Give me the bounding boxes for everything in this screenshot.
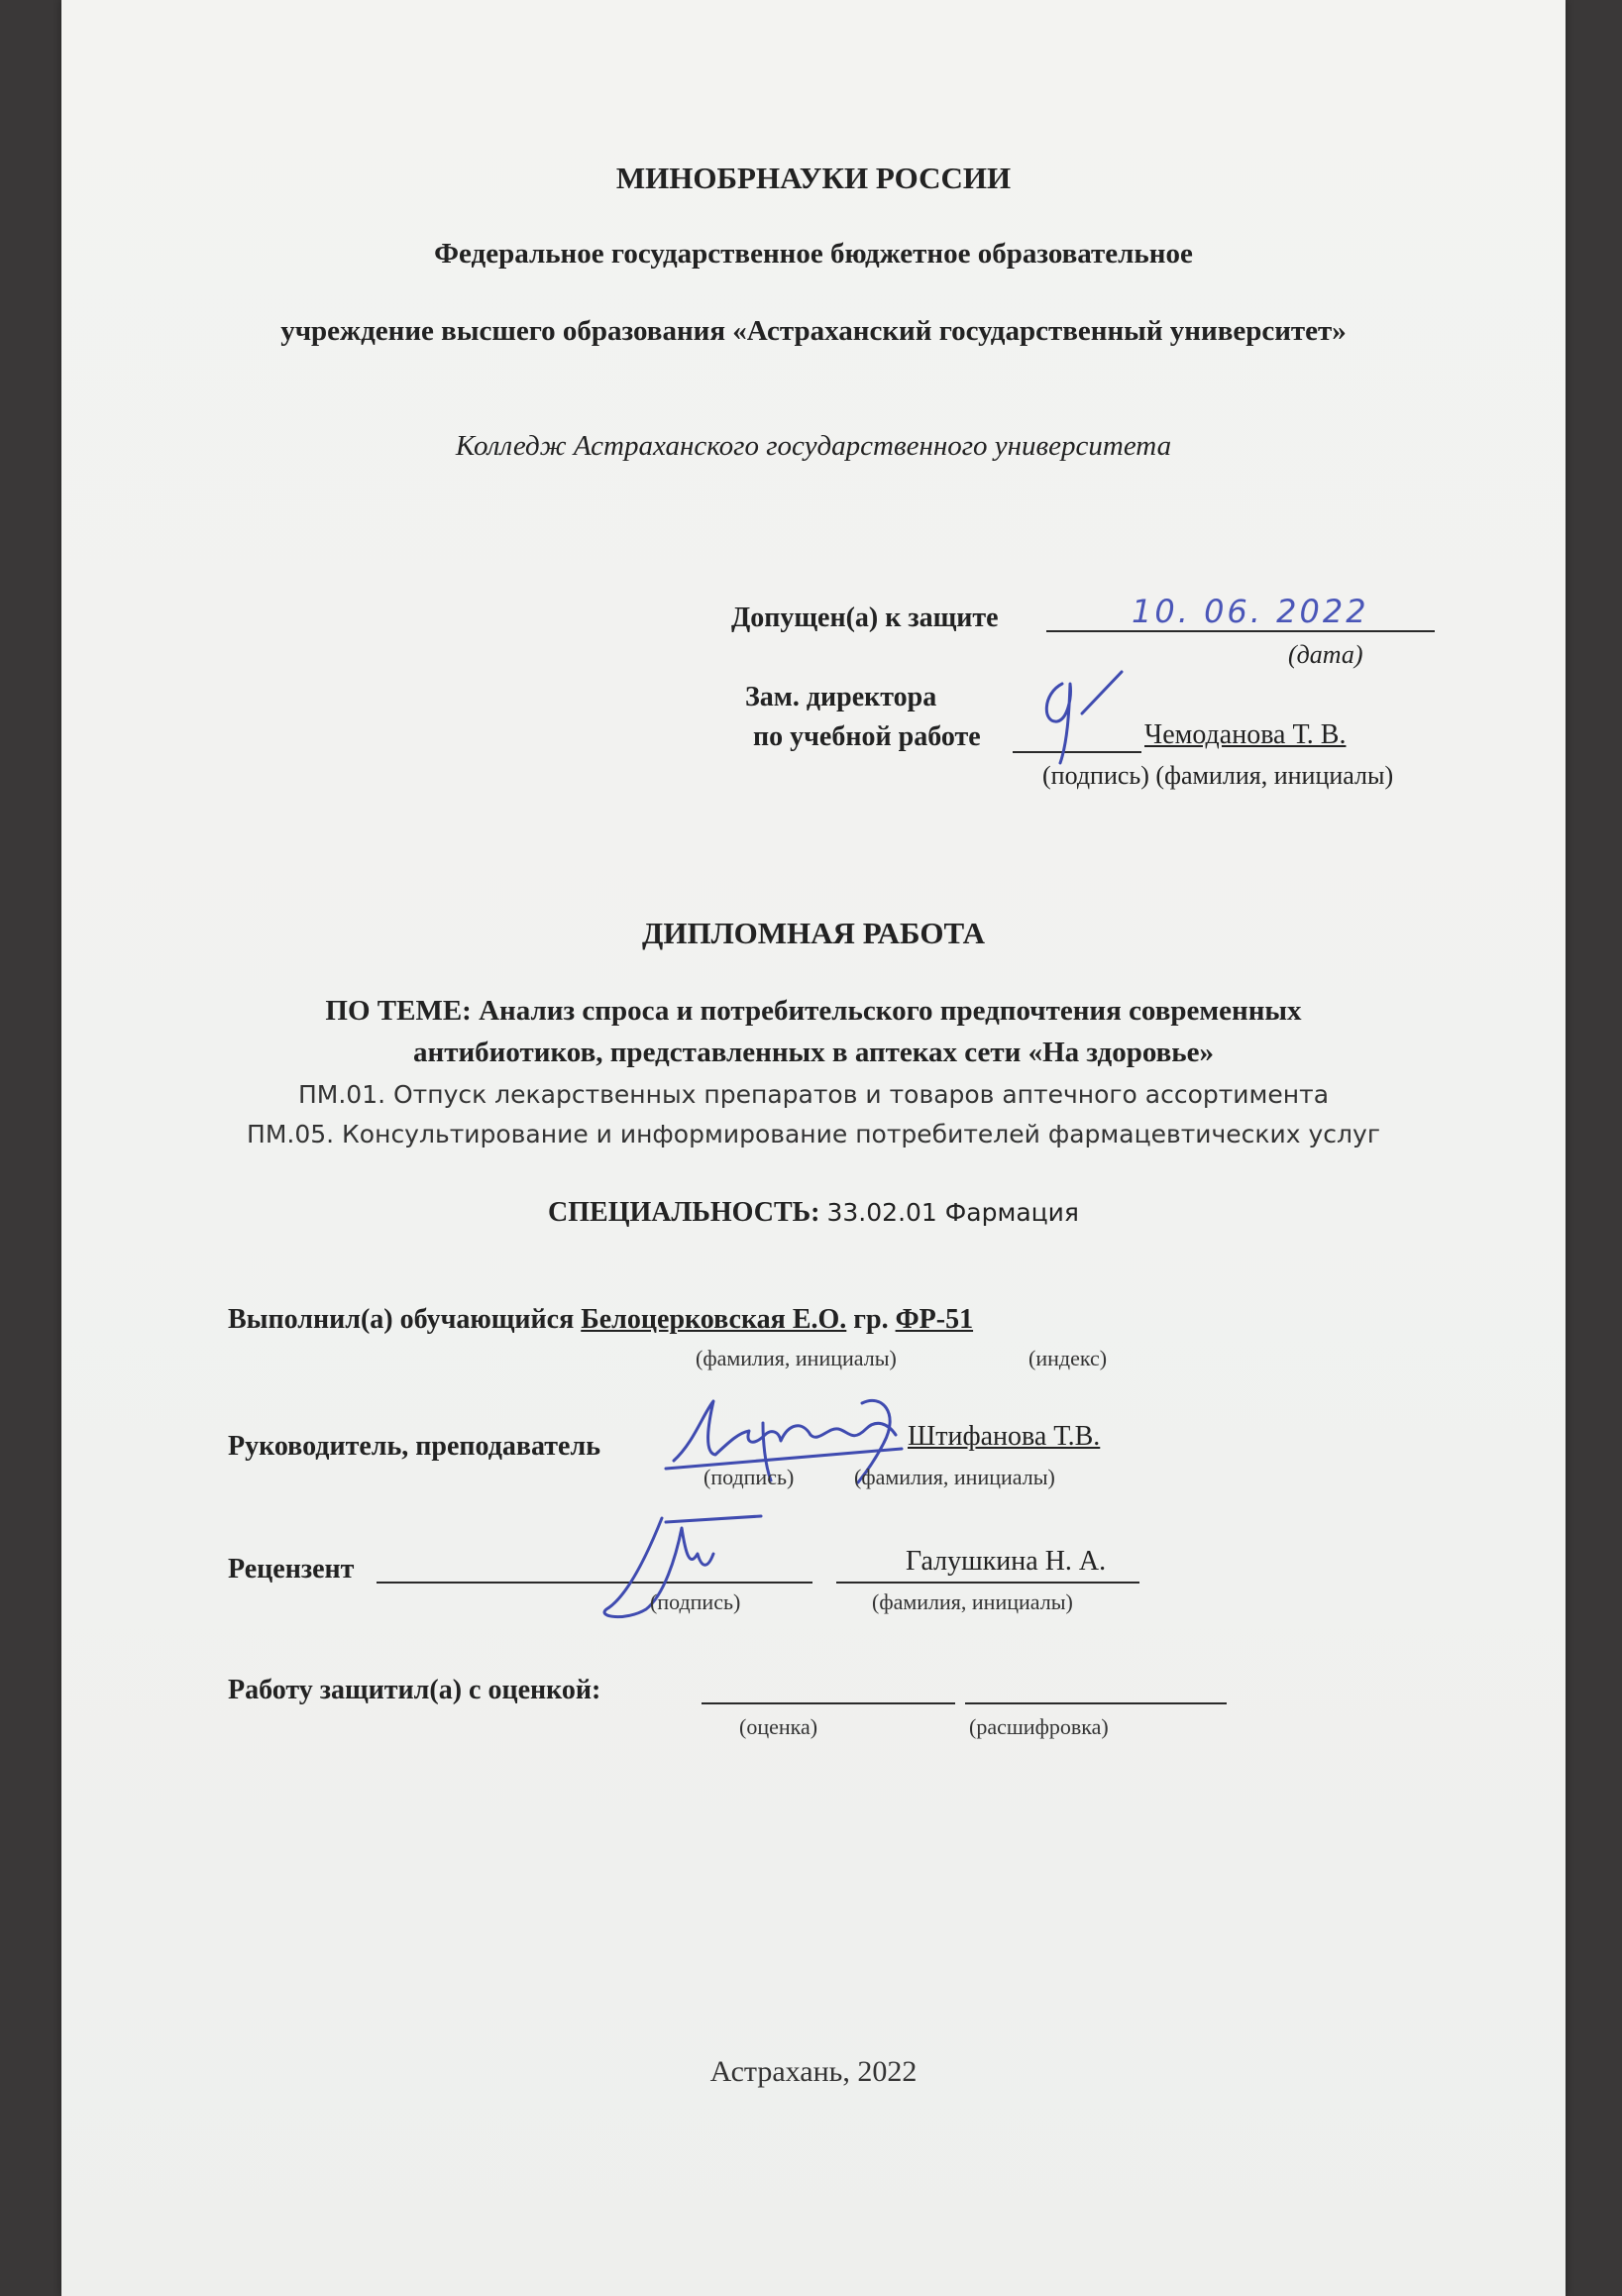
reviewer-name: Галушкина Н. А.	[906, 1546, 1107, 1577]
reviewer-caption-name: (фамилия, инициалы)	[872, 1589, 1073, 1614]
student-caption-index: (индекс)	[1028, 1346, 1108, 1370]
city-year: Астрахань, 2022	[709, 2055, 918, 2088]
defense-caption-decode: (расшифровка)	[969, 1714, 1109, 1739]
admission-date-value: 10. 06. 2022	[1132, 593, 1369, 630]
ministry-title: МИНОБРНАУКИ РОССИИ	[615, 161, 1012, 195]
supervisor-caption-name: (фамилия, инициалы)	[854, 1465, 1055, 1489]
topic-line-2: антибиотиков, представленных в аптеках сети «На здоровье»	[413, 1037, 1214, 1068]
defense-caption-grade: (оценка)	[739, 1714, 818, 1739]
reviewer-caption-sign: (подпись)	[650, 1589, 741, 1614]
admission-date-line	[1046, 630, 1435, 632]
student-label: Выполнил(а) обучающийся	[228, 1304, 575, 1335]
supervisor-caption-sign: (подпись)	[703, 1465, 795, 1489]
work-type-title: ДИПЛОМНАЯ РАБОТА	[642, 916, 985, 950]
topic-line-1: ПО ТЕМЕ: Анализ спроса и потребительского предпочтения современных	[325, 995, 1302, 1027]
deputy-label-line-1: Зам. директора	[745, 682, 937, 712]
defense-label: Работу защитил(а) с оценкой:	[228, 1675, 601, 1705]
group-value: ФР-51	[895, 1304, 974, 1335]
specialty-label: СПЕЦИАЛЬНОСТЬ:	[548, 1197, 820, 1228]
document-page	[61, 0, 1566, 2296]
student-caption-name: (фамилия, инициалы)	[696, 1346, 897, 1370]
deputy-label-line-2: по учебной работе	[753, 721, 981, 752]
deputy-caption: (подпись) (фамилия, инициалы)	[1042, 761, 1394, 790]
supervisor-name: Штифанова Т.В.	[908, 1421, 1101, 1452]
specialty-value: 33.02.01 Фармация	[826, 1198, 1079, 1227]
student-name: Белоцерковская Е.О.	[581, 1304, 847, 1335]
supervisor-label: Руководитель, преподаватель	[228, 1431, 601, 1462]
admission-label: Допущен(а) к защите	[731, 602, 999, 633]
institution-line-2: учреждение высшего образования «Астраханский государственный университет»	[280, 315, 1347, 347]
module-line-2: ПМ.05. Консультирование и информирование потребителей фармацевтических услуг	[247, 1120, 1380, 1148]
defense-decode-line	[965, 1702, 1227, 1704]
specialty	[61, 1197, 1566, 1229]
admission-date-caption: (дата)	[1288, 640, 1363, 669]
reviewer-label: Рецензент	[228, 1554, 355, 1585]
deputy-name: Чемоданова Т. В.	[1144, 719, 1347, 750]
college-name: Колледж Астраханского государственного университета	[455, 430, 1172, 462]
deputy-signature-image	[1013, 664, 1151, 773]
group-label: гр.	[853, 1304, 889, 1335]
student-row	[228, 1304, 973, 1336]
defense-grade-line	[702, 1702, 955, 1704]
module-line-1: ПМ.01. Отпуск лекарственных препаратов и товаров аптечного ассортимента	[297, 1080, 1330, 1109]
reviewer-name-line	[836, 1582, 1139, 1584]
institution-line-1: Федеральное государственное бюджетное образовательное	[434, 238, 1193, 270]
